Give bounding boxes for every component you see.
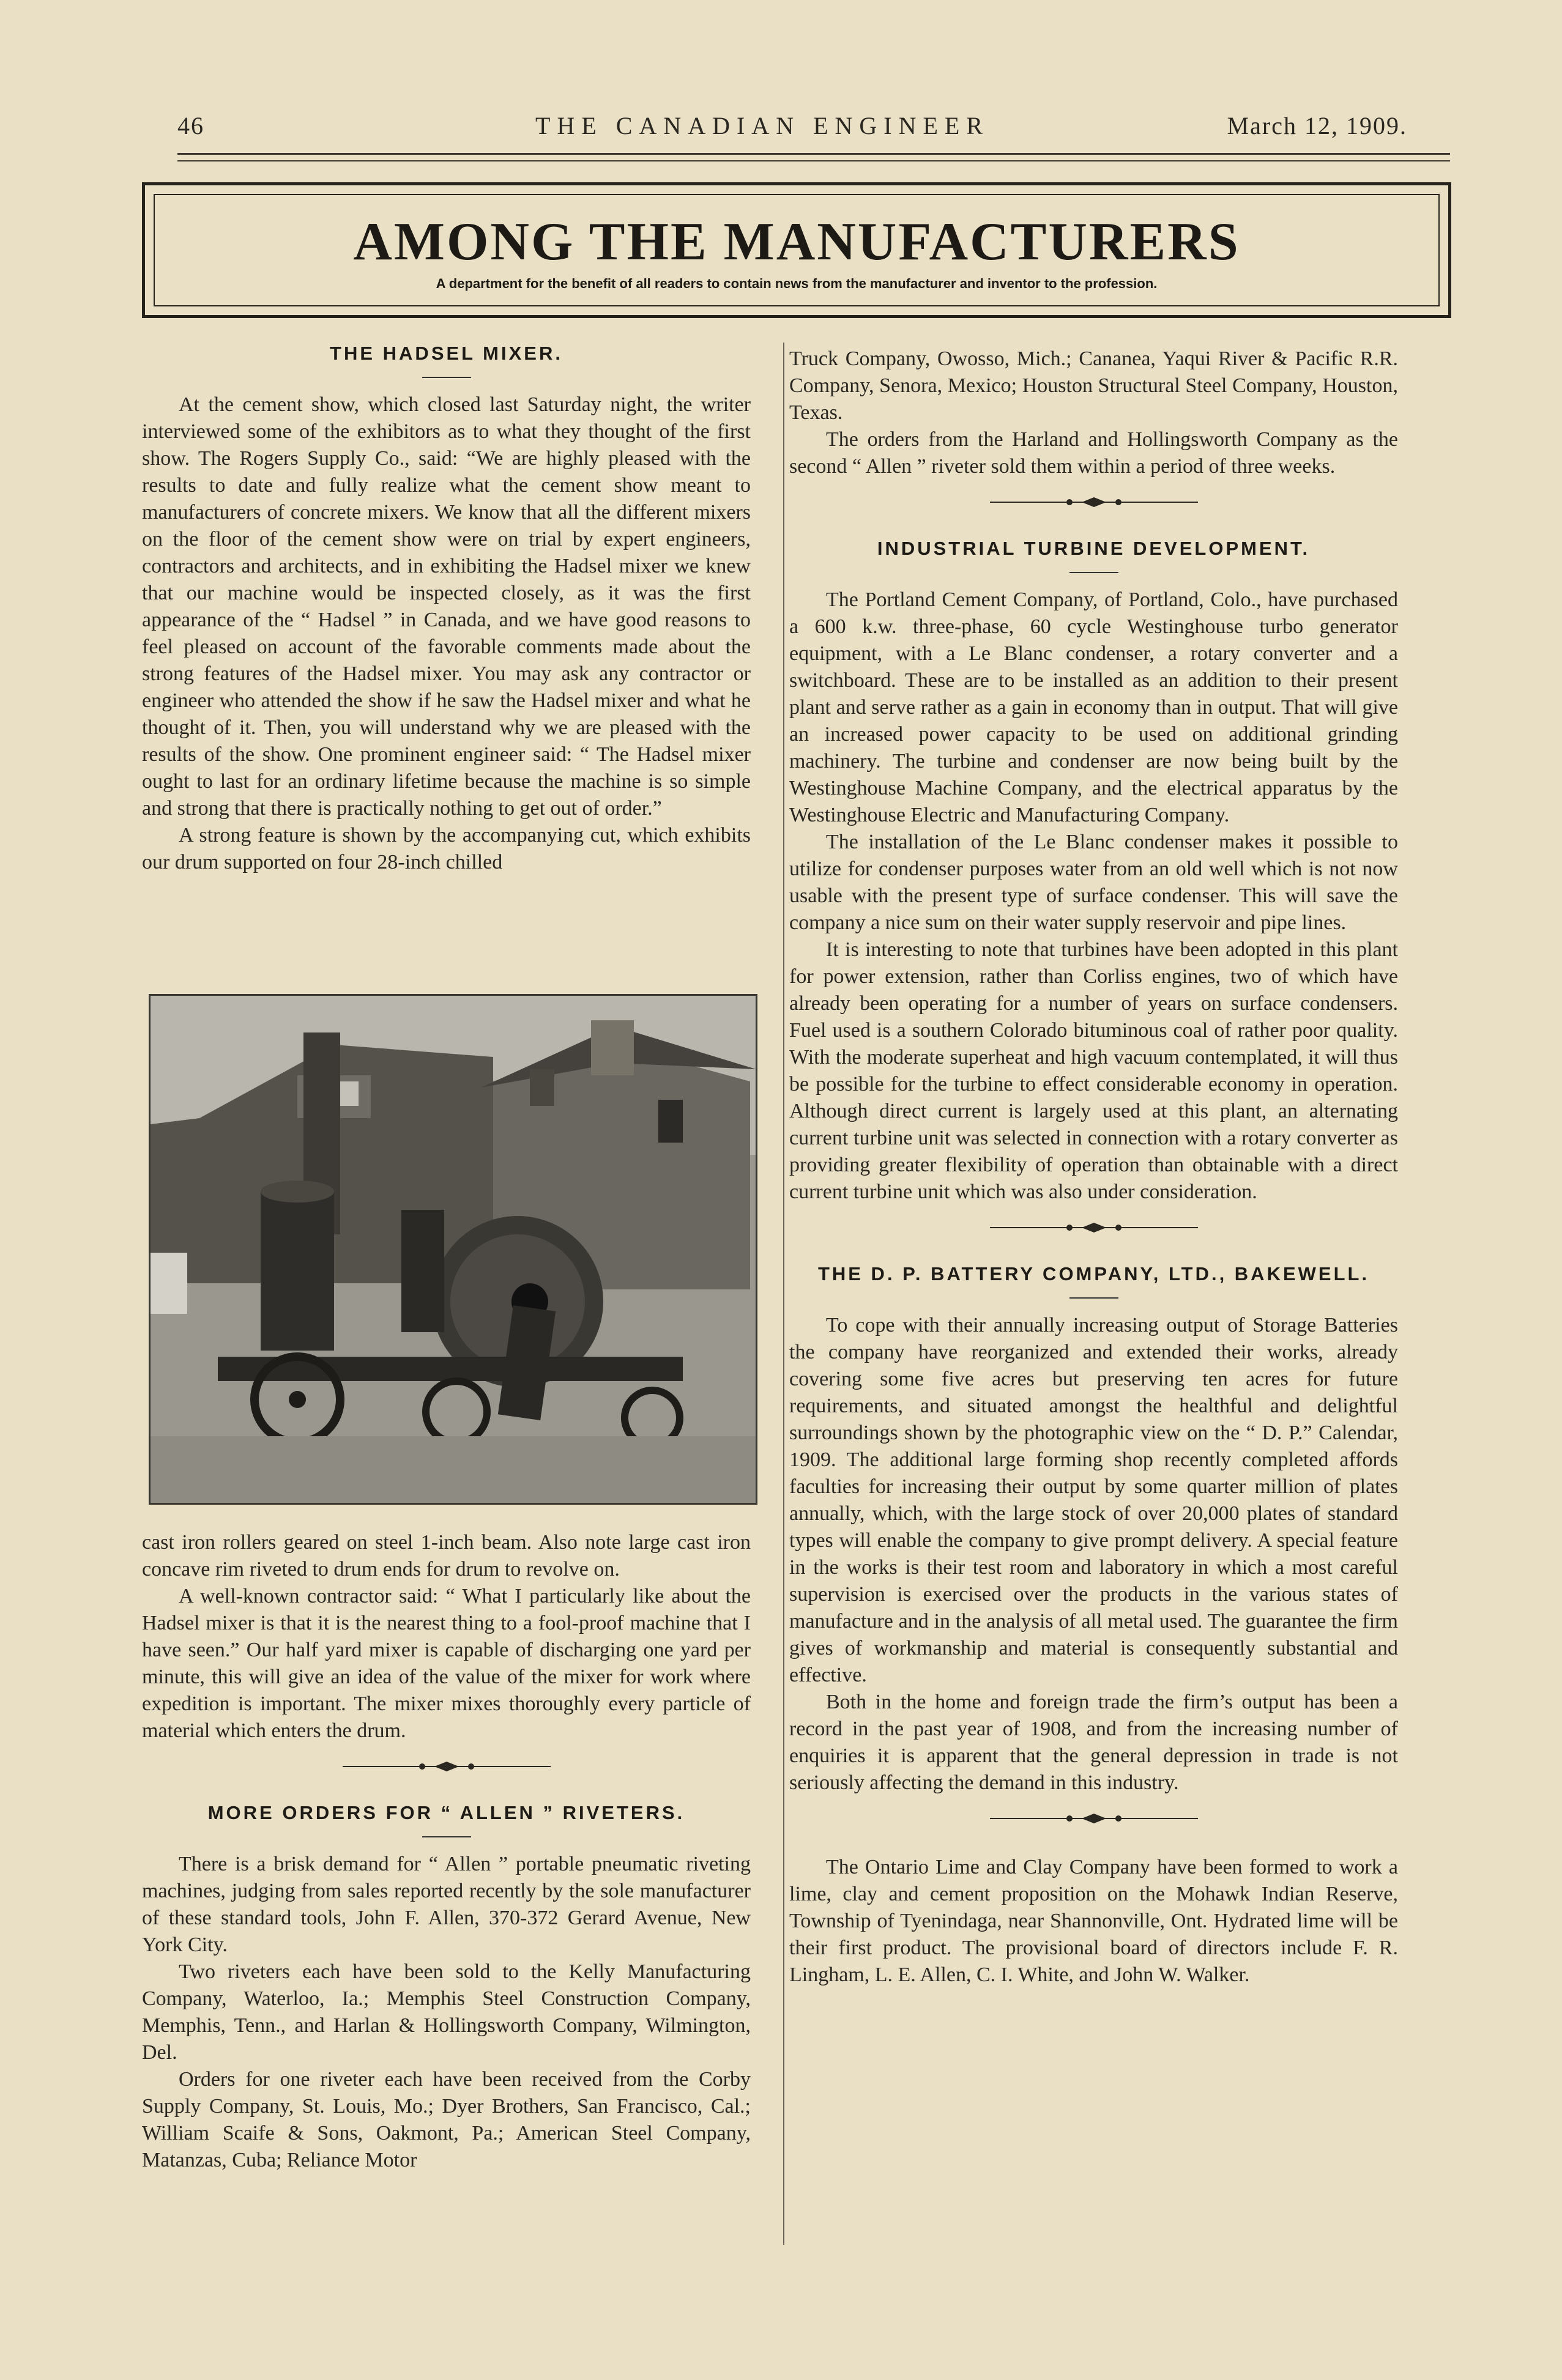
header-rule xyxy=(177,153,1450,155)
ornament-rule xyxy=(343,1754,551,1779)
allen-heading: MORE ORDERS FOR “ ALLEN ” RIVETERS. xyxy=(207,1802,685,1823)
allen-paragraph-5: The orders from the Harland and Hollingsworth Company as the second “ Allen ” riveter sold them within a period of three weeks. xyxy=(789,428,1398,478)
ornament-rule xyxy=(990,1806,1198,1831)
heading-rule xyxy=(1069,572,1118,573)
turbine-heading: INDUSTRIAL TURBINE DEVELOPMENT. xyxy=(877,538,1311,559)
hadsel-paragraph-2: A strong feature is shown by the accompanying cut, which exhibits our drum supported on four 28-inch chilled xyxy=(142,824,751,873)
allen-paragraph-3: Orders for one riveter each have been received from the Corby Supply Company, St. Louis, Mo.; Dyer Brothers, San Francisco, Cal.; William Scaife & Sons, Oakmont, Pa.; American Steel Company, Matanzas, Cuba; Reliance Motor xyxy=(142,2068,751,2171)
allen-paragraph-1: There is a brisk demand for “ Allen ” portable pneumatic riveting machines, judging from sales reported recently by the sole manufacturer of these standard tools, John F. Allen, 370-372 Gerard Avenue, New York City. xyxy=(142,1853,751,1956)
issue-date: March 12, 1909. xyxy=(1227,112,1407,139)
ornament-rule xyxy=(990,490,1198,514)
ontario-paragraph: The Ontario Lime and Clay Company have been formed to work a lime, clay and cement proposition on the Mohawk Indian Reserve, Township of Tyenindaga, near Shannonville, Ont. Hydrated lime will be their first product. The provisional board of directors include F. R. Lingham, L. E. Allen, C. I. White, and John W. Walker. xyxy=(789,1856,1398,1986)
section-title: AMONG THE MANUFACTURERS xyxy=(353,212,1240,272)
right-column xyxy=(789,346,1398,1989)
turbine-paragraph-1: The Portland Cement Company, of Portland, Colo., have purchased a 600 k.w. three-phase, 60 cycle Westinghouse turbo generator equipment, with a Le Blanc condenser, a rotary converter and a switchboard. These are to be installed as an addition to their present plant and serve rather as a gain in economy than in output. That will give an increased power capacity to be used on additional grinding machinery. The turbine and condenser are now being built by the Westinghouse Machine Company, and the electrical apparatus by the Westinghouse Electric and Manufacturing Company. xyxy=(789,588,1398,826)
section-ornament xyxy=(142,1754,751,1791)
section-banner xyxy=(142,182,1451,318)
section-ornament xyxy=(789,490,1398,527)
header-rule-thin xyxy=(177,160,1450,161)
mixer-illustration xyxy=(151,996,756,1503)
allen-paragraph-2: Two riveters each have been sold to the Kelly Manufacturing Company, Waterloo, Ia.; Memphis Steel Construction Company, Memphis, Tenn., and Harlan & Hollingsworth Company, Wilmington, Del. xyxy=(142,1960,751,2064)
heading-rule xyxy=(422,377,471,378)
battery-paragraph-2: Both in the home and foreign trade the firm’s output has been a record in the past year of 1908, and from the increasing number of enquiries it is apparent that the general depression in trade is not seriously affecting the demand in this industry. xyxy=(789,1691,1398,1794)
hadsel-paragraph-4: A well-known contractor said: “ What I particularly like about the Hadsel mixer is that it is the nearest thing to a fool-proof machine that I have seen.” Our half yard mixer is capable of discharging one yard per minute, this will give an idea of the value of the mixer for work where expedition is important. The mixer mixes thoroughly every particle of material which enters the drum. xyxy=(142,1585,751,1742)
page-number: 46 xyxy=(177,112,204,139)
turbine-paragraph-3: It is interesting to note that turbines have been adopted in this plant for power extension, rather than Corliss engines, two of which have already been operating for a number of years on surface condensers. Fuel used is a southern Colorado bituminous coal of rather poor quality. With the moderate superheat and high vacuum contemplated, it will thus be possible for the turbine to effect considerable economy in operation. Although direct current is largely used at this plant, an alternating current turbine unit was selected in connection with a rotary converter as providing greater flexibility of operation than obtainable with a direct current turbine unit which was also under consideration. xyxy=(789,938,1398,1203)
article-hadsel-bottom xyxy=(142,1529,751,2174)
heading-rule xyxy=(422,1836,471,1837)
hadsel-paragraph-1: At the cement show, which closed last Saturday night, the writer interviewed some of the exhibitors as to what they thought of the first show. The Rogers Supply Co., said: “We are highly pleased with the results to date and fully realize what the cement show meant to manufacturers of concrete mixers. We know that all the different mixers on the floor of the cement show were on trial by expert engineers, contractors and architects, and in exhibiting the Hadsel mixer we knew that our machine would be inspected closely, as it was the first appearance of the “ Hadsel ” in Canada, and we have good reasons to feel pleased on account of the favorable comments made about the strong features of the Hadsel mixer. You may ask any contractor or engineer who attended the show if he saw the Hadsel mixer and what he thought of it. Then, you will understand why we are pleased with the results of the show. One prominent engineer said: “ The Hadsel mixer ought to last for an ordinary lifetime because the machine is so simple and strong that there is practically nothing to get out of order.” xyxy=(142,393,751,820)
column-divider xyxy=(783,343,784,2245)
article-hadsel-top xyxy=(142,343,751,876)
running-head xyxy=(177,111,1407,148)
turbine-paragraph-2: The installation of the Le Blanc condenser makes it possible to utilize for condenser purposes water from an old well which is not now usable with the present type of surface condenser. This will save the company a nice sum on their water supply reservoir and pipe lines. xyxy=(789,831,1398,934)
hadsel-paragraph-3: cast iron rollers geared on steel 1-inch beam. Also note large cast iron concave rim riveted to drum ends for drum to revolve on. xyxy=(142,1531,751,1581)
heading-rule xyxy=(1069,1297,1118,1299)
hadsel-heading: THE HADSEL MIXER. xyxy=(330,343,563,364)
journal-title: THE CANADIAN ENGINEER xyxy=(535,112,990,139)
ornament-rule xyxy=(990,1215,1198,1240)
battery-paragraph-1: To cope with their annually increasing output of Storage Batteries the company have reorganized and extended their works, already covering some five acres but preserving ten acres for future requirements, and situated amongst the healthful and delightful surroundings shown by the photographic view on the “ D. P.” Calendar, 1909. The additional large forming shop recently completed affords faculties for increasing their output by some quarter million of plates annually, which, with the large stock of over 20,000 plates of standard types will enable the company to give prompt delivery. A special feature in the works is their test room and laboratory in which a most careful supervision is exercised over the products in the various states of manufacture and in the analysis of all metal used. The guarantee the firm gives of workmanship and material is consequently substantial and effective. xyxy=(789,1314,1398,1686)
battery-heading: THE D. P. BATTERY COMPANY, LTD., BAKEWELL. xyxy=(817,1263,1370,1285)
hadsel-mixer-photo xyxy=(149,994,757,1505)
section-ornament xyxy=(789,1215,1398,1252)
section-subtitle: A department for the benefit of all readers to contain news from the manufacturer and inventor to the profession. xyxy=(436,276,1158,291)
section-ornament xyxy=(789,1806,1398,1843)
allen-paragraph-4: Truck Company, Owosso, Mich.; Cananea, Yaqui River & Pacific R.R. Company, Senora, Mexico; Houston Structural Steel Company, Houston, Texas. xyxy=(789,347,1398,424)
